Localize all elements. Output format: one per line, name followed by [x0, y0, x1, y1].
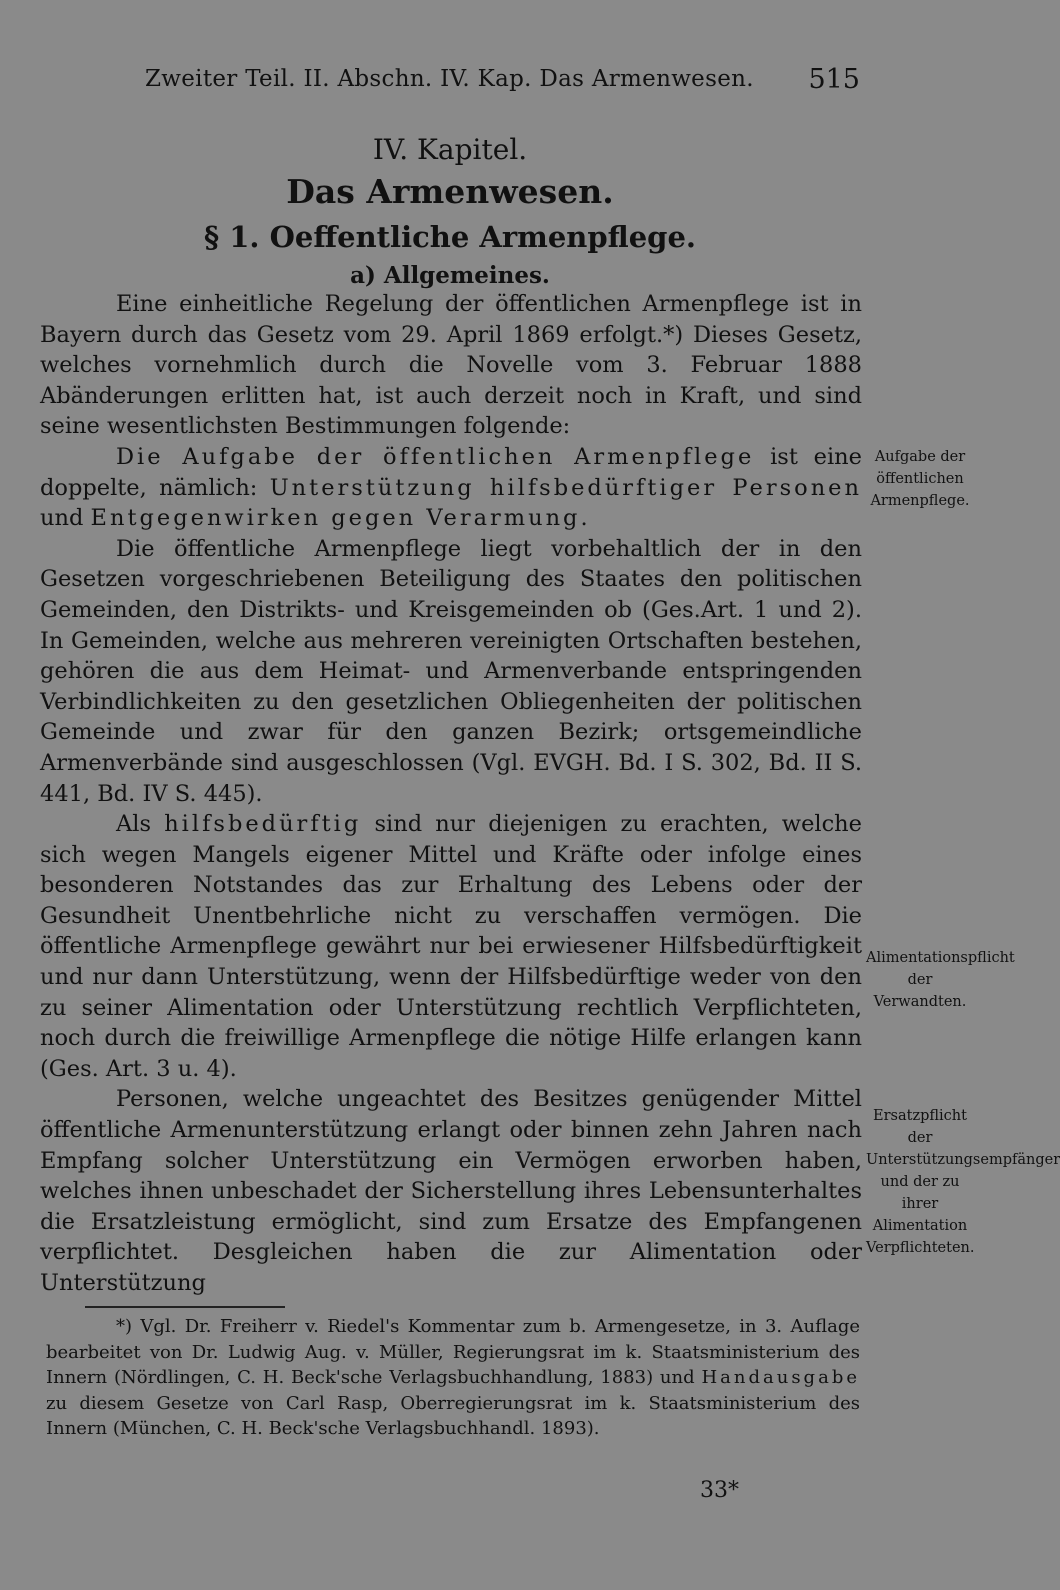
- paragraph-2: [40, 442, 862, 534]
- paragraph-2-text: ist eine doppelte, nämlich:: [40, 443, 862, 501]
- emphasis-entgegenwirken: Entgegenwirken gegen Verarmung.: [90, 505, 591, 532]
- chapter-heading: IV. Kapitel.: [372, 133, 528, 166]
- emphasis-handausgabe: Handausgabe: [701, 1367, 860, 1388]
- paragraph-4-text: sind nur diejenigen zu erachten, welche sich wegen Mangels eigener Mittel und Kräfte oder infolge eines besonderen Notstandes das zur Erhaltung des Lebens oder der Gesundheit Unentbehrliche nicht zu verschaffen vermögen. Die öffentliche Armenpflege gewährt nur bei erwiesener Hilfsbedürftigkeit und nur dann Unterstützung, wenn der Hilfsbedürftige weder von den zu seiner Alimentation oder Unterstützung rechtlich Verpflichteten, noch durch die freiwillige Armenpflege die nötige Hilfe erlangen kann (Ges. Art. 3 u. 4).: [40, 811, 862, 1082]
- paragraph-4: [40, 809, 862, 1084]
- subsection-heading: a) Allgemeines.: [350, 262, 550, 289]
- paragraph-4-text: Als: [116, 811, 165, 838]
- footnote: [46, 1314, 860, 1442]
- emphasis-unterstuetzung: Unterstützung hilfsbedürftiger Personen: [269, 474, 862, 501]
- margin-note-aufgabe: Aufgabe der öffentlichen Armenpflege.: [870, 449, 970, 509]
- margin-note-ersatzpflicht: Ersatzpflicht der Unterstützungsempfänger und der zu ihrer Alimentation Verpflichteten.: [866, 1108, 1060, 1256]
- emphasis-aufgabe: Die Aufgabe der öffentlichen Armenpflege: [116, 443, 755, 470]
- footnote-text-part: *) Vgl. Dr. Freiherr v. Riedel's Kommentar zum b. Armengesetze, in 3. Auflage bearbeitet von Dr. Ludwig Aug. v. Müller, Regierungsrat im k. Staatsministerium des Innern (Nördlingen, C. H. Beck'sche Verlagsbuchhandlung, 1883) und: [46, 1316, 860, 1388]
- footnote-text-part: zu diesem Gesetze von Carl Rasp, Oberregierungsrat im k. Staatsministerium des Innern (München, C. H. Beck'sche Verlagsbuchhandl. 1893).: [46, 1392, 860, 1439]
- section-heading: § 1. Oeffentliche Armenpflege.: [203, 220, 697, 254]
- body-text: [40, 289, 862, 1299]
- emphasis-hilfsbeduerftig: hilfsbedürftig: [164, 811, 362, 838]
- chapter-title: Das Armenwesen.: [286, 172, 614, 211]
- footnote-divider: [85, 1306, 285, 1308]
- page-header: [40, 60, 860, 100]
- paragraph-3: Die öffentliche Armenpflege liegt vorbehaltlich der in den Gesetzen vorgeschriebenen Beteiligung des Staates den politischen Gemeinden, den Distrikts- und Kreisgemeinden ob (Ges.Art. 1 und 2). In Gemeinden, welche aus mehreren vereinigten Ortschaften bestehen, gehören die aus dem Heimat- und Armenverbande entspringenden Verbindlichkeiten zu den gesetzlichen Obliegenheiten der politischen Gemeinde und zwar für den ganzen Bezirk; ortsgemeindliche Armenverbände sind ausgeschlossen (Vgl. EVGH. Bd. I S. 302, Bd. II S. 441, Bd. IV S. 445).: [40, 535, 862, 807]
- footnote-text: [46, 1314, 860, 1442]
- paragraph-2-text: und: [40, 505, 91, 532]
- running-head: Zweiter Teil. II. Abschn. IV. Kap. Das Armenwesen.: [145, 66, 754, 92]
- signature-mark: 33*: [700, 1478, 739, 1503]
- page-number: 515: [808, 64, 860, 95]
- margin-note-alimentationspflicht: Alimentationspflicht der Verwandten.: [866, 950, 1015, 1010]
- paragraph-1: Eine einheitliche Regelung der öffentlichen Armenpflege ist in Bayern durch das Gesetz vom 29. April 1869 erfolgt.*) Dieses Gesetz, welches vornehmlich durch die Novelle vom 3. Februar 1888 Abänderungen erlitten hat, ist auch derzeit noch in Kraft, und sind seine wesentlichsten Bestimmungen folgende:: [40, 291, 862, 440]
- paragraph-5: Personen, welche ungeachtet des Besitzes genügender Mittel öffentliche Armenunterstützung erlangt oder binnen zehn Jahren nach Empfang solcher Unterstützung ein Vermögen erworben haben, welches ihnen unbeschadet der Sicherstellung ihres Lebensunterhaltes die Ersatzleistung ermöglicht, sind zum Ersatze des Empfangenen verpflichtet. Desgleichen haben die zur Alimentation oder Unterstützung: [40, 1086, 862, 1296]
